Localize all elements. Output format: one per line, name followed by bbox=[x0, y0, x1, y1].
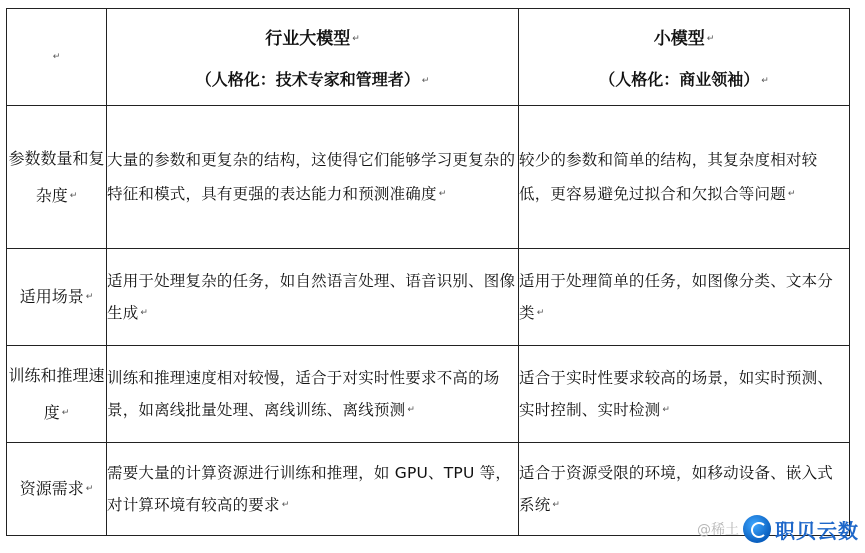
corner-mark: ↵ bbox=[52, 52, 61, 62]
header-small-model: 小模型 ↵ （人格化：商业领袖） ↵ bbox=[519, 9, 850, 106]
watermark-faint-text: @稀土 bbox=[697, 522, 739, 538]
cell-small-params: 较少的参数和简单的结构，其复杂度相对较低，更容易避免过拟合和欠拟合等问题 ↵ bbox=[519, 106, 850, 249]
cell-small-speed: 适合于实时性要求较高的场景，如实时预测、实时控制、实时检测 ↵ bbox=[519, 346, 850, 443]
cell-industry-params: 大量的参数和更复杂的结构，这使得它们能够学习更复杂的特征和模式，具有更强的表达能力和预测准确度 ↵ bbox=[107, 106, 519, 249]
table-row bbox=[7, 346, 850, 443]
cell-industry-resources: 需要大量的计算资源进行训练和推理，如 GPU、TPU 等，对计算环境有较高的要求 ↵ bbox=[107, 443, 519, 536]
watermark-brand-text: 职贝云数 bbox=[775, 518, 859, 543]
header-industry-title: 行业大模型 bbox=[265, 29, 351, 49]
row-label-scenarios: 适用场景 ↵ bbox=[7, 249, 107, 346]
row-label-resources: 资源需求 ↵ bbox=[7, 443, 107, 536]
cell-small-scenarios: 适用于处理简单的任务，如图像分类、文本分类 ↵ bbox=[519, 249, 850, 346]
row-label-params: 参数数量和复杂度 ↵ bbox=[7, 106, 107, 249]
cell-small-resources: 适合于资源受限的环境，如移动设备、嵌入式系统 ↵ bbox=[519, 443, 850, 536]
row-label-speed: 训练和推理速度 ↵ bbox=[7, 346, 107, 443]
header-small-subtitle: （人格化：商业领袖） bbox=[599, 70, 760, 89]
corner-cell bbox=[7, 9, 107, 106]
header-industry-model: 行业大模型 ↵ （人格化：技术专家和管理者） ↵ bbox=[107, 9, 519, 106]
cell-industry-speed: 训练和推理速度相对较慢，适合于对实时性要求不高的场景，如离线批量处理、离线训练、离线预测 ↵ bbox=[107, 346, 519, 443]
comparison-table bbox=[6, 8, 850, 536]
cell-industry-scenarios: 适用于处理复杂的任务，如自然语言处理、语音识别、图像生成 ↵ bbox=[107, 249, 519, 346]
table-row bbox=[7, 106, 850, 249]
header-small-title: 小模型 bbox=[653, 29, 705, 49]
header-industry-subtitle: （人格化：技术专家和管理者） bbox=[195, 70, 420, 89]
brand-logo-icon bbox=[743, 515, 771, 543]
watermark bbox=[697, 513, 859, 545]
header-row bbox=[7, 9, 850, 106]
table-row bbox=[7, 249, 850, 346]
